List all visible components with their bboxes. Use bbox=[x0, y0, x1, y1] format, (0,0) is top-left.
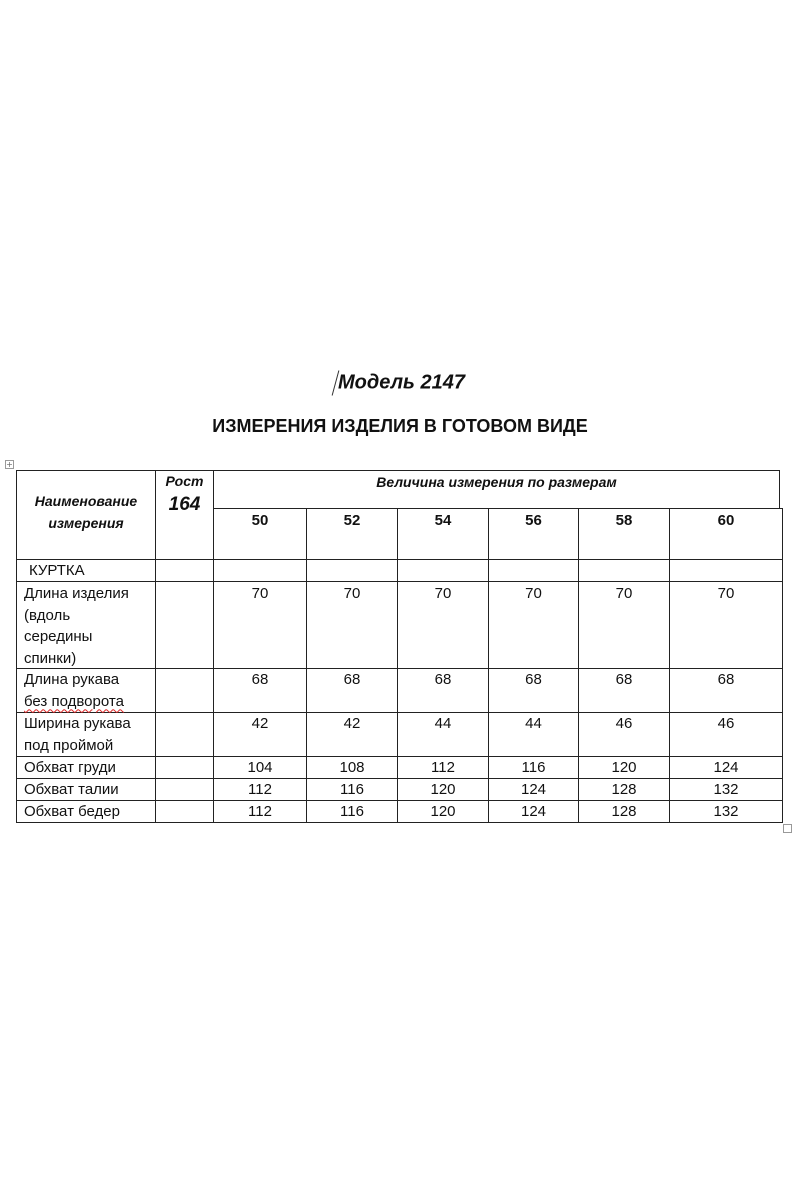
cell-value: 70 bbox=[434, 585, 452, 602]
cell-value: 112 bbox=[248, 803, 272, 820]
cell-value: 70 bbox=[615, 585, 633, 602]
row-label-line: Обхват груди bbox=[24, 759, 116, 776]
cell-value: 68 bbox=[717, 671, 735, 688]
cell-value: 132 bbox=[713, 781, 739, 798]
header-height-value: 164 bbox=[168, 494, 201, 515]
row-label-line: Обхват талии bbox=[24, 781, 119, 798]
row-label-waist bbox=[24, 779, 156, 801]
model-title-text: Модель 2147 bbox=[338, 371, 465, 394]
cell-value: 46 bbox=[615, 715, 633, 732]
row-label-line: (вдоль bbox=[24, 606, 71, 624]
size-header-50: 50 bbox=[251, 512, 269, 529]
cell-value: 124 bbox=[713, 759, 739, 776]
header-name-line2: измерения bbox=[48, 515, 124, 531]
cell-value: 128 bbox=[611, 781, 637, 798]
row-label-line: Ширина рукава bbox=[24, 715, 131, 732]
header-measurement-name bbox=[17, 490, 155, 534]
cell-value: 132 bbox=[713, 803, 739, 820]
cell-value: 42 bbox=[343, 715, 361, 732]
row-label-line: середины bbox=[24, 628, 93, 645]
cell-value: 108 bbox=[339, 759, 365, 776]
cell-value: 68 bbox=[525, 671, 542, 688]
section-label-jacket: КУРТКА bbox=[29, 562, 85, 579]
row-label-sleeve-width bbox=[24, 713, 156, 756]
row-label-product-length bbox=[24, 583, 156, 669]
cell-value: 124 bbox=[520, 781, 547, 798]
cell-value: 124 bbox=[520, 803, 547, 820]
size-header-54: 54 bbox=[434, 512, 452, 529]
row-label-hips bbox=[24, 801, 156, 823]
cell-value: 70 bbox=[343, 585, 361, 602]
cell-value: 116 bbox=[340, 803, 364, 820]
cell-value: 44 bbox=[434, 715, 452, 732]
cell-value: 70 bbox=[525, 585, 542, 602]
cell-value: 68 bbox=[251, 671, 269, 688]
row-label-line: без подворота bbox=[24, 692, 124, 710]
size-header-56: 56 bbox=[525, 512, 542, 529]
model-title bbox=[0, 370, 800, 396]
cell-value: 46 bbox=[717, 715, 735, 732]
cell-value: 112 bbox=[248, 781, 272, 798]
table-move-handle-icon[interactable]: + bbox=[6, 460, 13, 469]
cell-value: 104 bbox=[247, 759, 273, 776]
cell-value: 116 bbox=[521, 759, 546, 776]
cell-value: 42 bbox=[251, 715, 269, 732]
row-label-chest bbox=[24, 757, 156, 779]
cell-value: 70 bbox=[251, 585, 269, 602]
size-header-58: 58 bbox=[615, 512, 633, 529]
size-header-60: 60 bbox=[717, 512, 735, 529]
cell-value: 68 bbox=[434, 671, 452, 688]
table-resize-handle[interactable] bbox=[783, 824, 792, 833]
cell-value: 68 bbox=[343, 671, 361, 688]
document-heading: ИЗМЕРЕНИЯ ИЗДЕЛИЯ В ГОТОВОМ ВИДЕ bbox=[212, 416, 588, 436]
row-label-line: спинки) bbox=[24, 649, 77, 667]
size-header-52: 52 bbox=[343, 512, 361, 529]
cell-value: 116 bbox=[340, 781, 364, 798]
cell-value: 120 bbox=[430, 803, 456, 820]
cell-value: 128 bbox=[611, 803, 637, 820]
cell-value: 112 bbox=[431, 759, 455, 776]
row-label-line: Длина изделия bbox=[24, 585, 129, 602]
row-label-line: Обхват бедер bbox=[24, 803, 120, 820]
cell-value: 68 bbox=[615, 671, 633, 688]
header-height bbox=[156, 470, 213, 518]
cell-value: 120 bbox=[430, 781, 456, 798]
row-label-line: Длина рукава bbox=[24, 671, 120, 688]
header-sizes-label: Величина измерения по размерам bbox=[376, 474, 617, 490]
row-label-sleeve-length bbox=[24, 669, 156, 712]
cell-value: 70 bbox=[717, 585, 735, 602]
header-name-line1: Наименование bbox=[34, 493, 138, 509]
header-height-label: Рост bbox=[165, 473, 204, 489]
cell-value: 44 bbox=[525, 715, 542, 732]
cell-value: 120 bbox=[611, 759, 637, 776]
row-label-line: под проймой bbox=[24, 736, 114, 754]
